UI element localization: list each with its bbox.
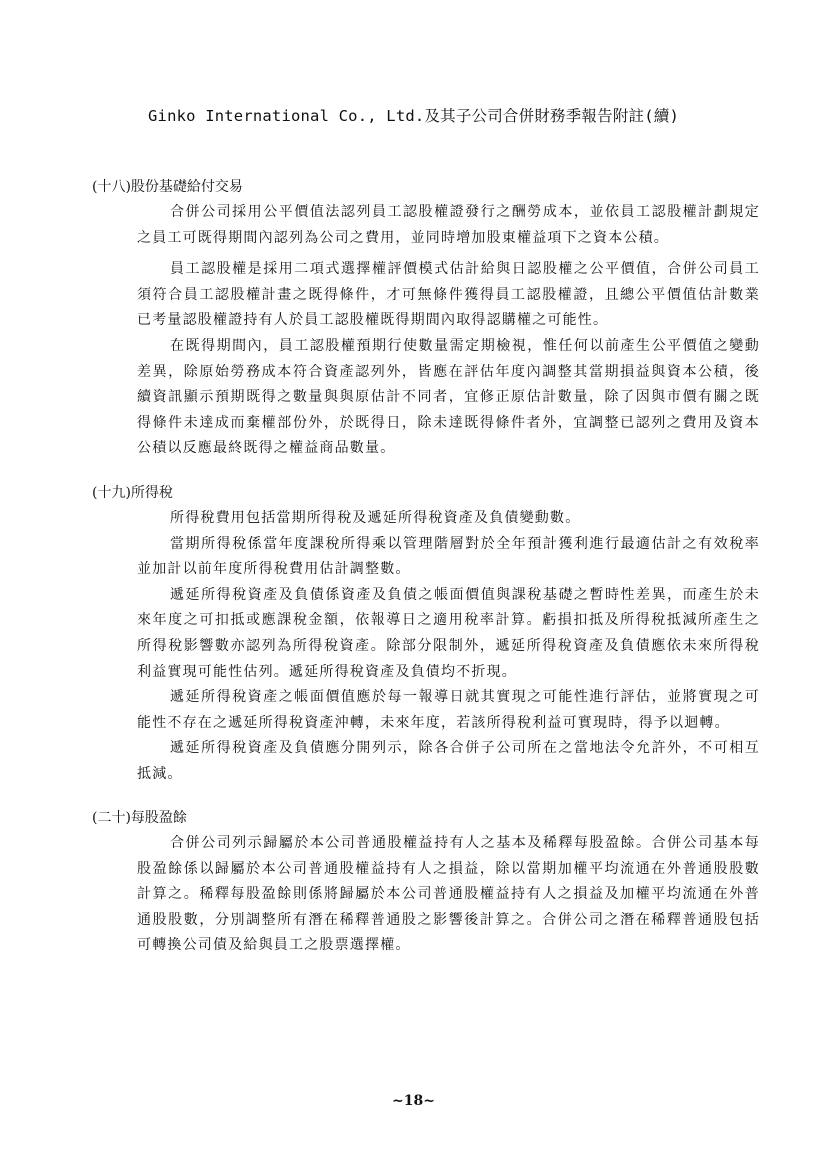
page-title: Ginko International Co., Ltd.及其子公司合併財務季報告附註(續)	[148, 107, 679, 125]
paragraph: 合併公司列示歸屬於本公司普通股權益持有人之基本及稀釋每股盈餘。合併公司基本每股盈餘係以歸屬於本公司普通股權益持有人之損益，除以當期加權平均流通在外普通股股數計算之。稀釋每股盈餘則係將歸屬於本公司普通股權益持有人之損益及加權平均流通在外普通股股數，分別調整所有潛在稀釋普通股之影響後計算之。合併公司之潛在稀釋普通股包括可轉換公司債及給與員工之股票選擇權。	[137, 835, 760, 954]
section-earnings-per-share	[92, 805, 760, 959]
paragraph: 遞延所得稅資產及負債應分開列示，除各合併子公司所在之當地法令允許外，不可相互抵減。	[137, 740, 760, 782]
paragraph: 當期所得稅係當年度課稅所得乘以管理階層對於全年預計獲利進行最適估計之有效稅率並加計以前年度所得稅費用估計調整數。	[137, 535, 760, 578]
paragraph: 在既得期間內，員工認股權預期行使數量需定期檢視，惟任何以前產生公平價值之變動差異，除原始勞務成本符合資產認列外，皆應在評估年度內調整其當期損益與資本公積，後續資訊顯示預期既得之數量與與原估計不同者，宜修正原估計數量，除了因與市價有關之既得條件未達成而棄權部份外，於既得日，除未達既得條件者外，宜調整已認列之費用及資本公積以反應最終既得之權益商品數量。	[137, 337, 760, 457]
section-heading: (十八)股份基礎給付交易	[92, 179, 243, 195]
section-income-tax	[92, 480, 760, 788]
paragraph: 遞延所得稅資產之帳面價值應於每一報導日就其實現之可能性進行評估，並將實現之可能性不存在之遞延所得稅資產沖轉，未來年度，若該所得稅利益可實現時，得予以迴轉。	[137, 689, 760, 731]
page-number: ~18~	[392, 1093, 435, 1109]
section-heading: (二十)每股盈餘	[92, 810, 187, 826]
section-share-based-payment	[92, 174, 760, 462]
paragraph: 遞延所得稅資產及負債係資產及負債之帳面價值與課稅基礎之暫時性差異，而產生於未來年度之可扣抵或應課稅金額，依報導日之適用稅率計算。虧損扣抵及所得稅抵減所產生之所得稅影響數亦認列為所得稅資產。除部分限制外，遞延所得稅資產及負債應依未來所得稅利益實現可能性估列。遞延所得稅資產及負債均不折現。	[137, 586, 760, 680]
paragraph: 員工認股權是採用二項式選擇權評價模式估計給與日認股權之公平價值，合併公司員工須符合員工認股權計畫之既得條件，才可無條件獲得員工認股權證，且總公平價值估計數業已考量認股權證持有人於員工認股權既得期間內取得認購權之可能性。	[137, 261, 760, 329]
paragraph: 合併公司採用公平價值法認列員工認股權證發行之酬勞成本，並依員工認股權計劃規定之員工可既得期間內認列為公司之費用，並同時增加股東權益項下之資本公積。	[137, 204, 760, 246]
paragraph: 所得稅費用包括當期所得稅及遞延所得稅資產及負債變動數。	[170, 510, 581, 526]
section-heading: (十九)所得稅	[92, 485, 173, 501]
